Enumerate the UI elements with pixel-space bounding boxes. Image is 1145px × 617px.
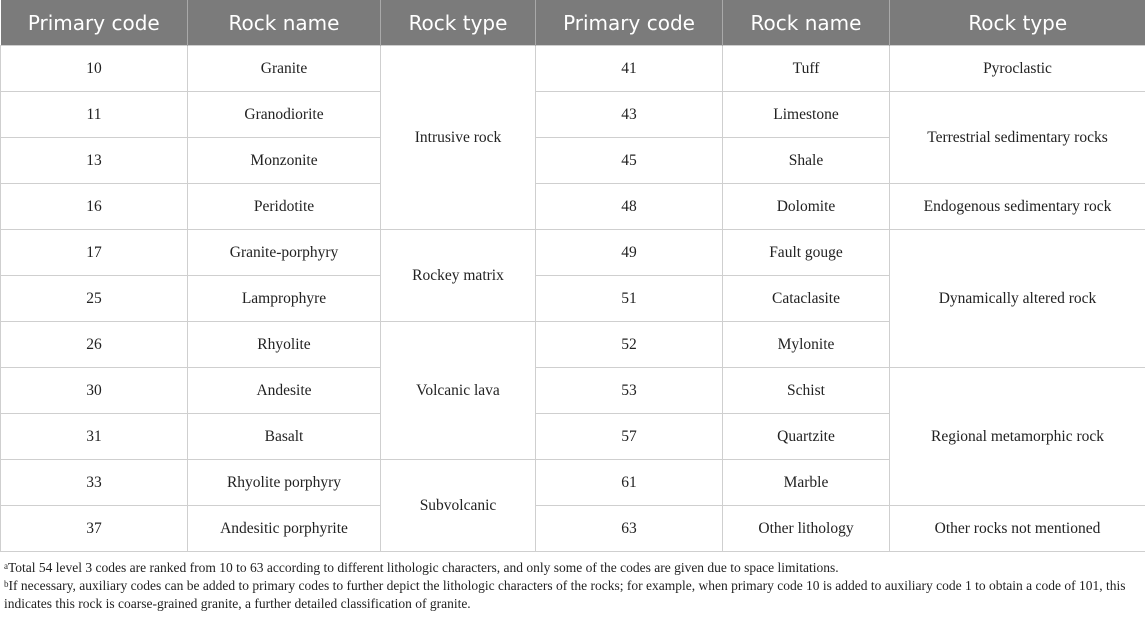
header-rock-type-left: Rock type	[381, 0, 536, 46]
name-cell: Lamprophyre	[188, 276, 381, 322]
table-row	[1, 92, 1145, 138]
name-cell: Shale	[723, 138, 890, 184]
code-cell: 33	[1, 460, 188, 506]
name-cell: Granite-porphyry	[188, 230, 381, 276]
code-cell: 31	[1, 414, 188, 460]
code-cell: 57	[536, 414, 723, 460]
name-cell: Peridotite	[188, 184, 381, 230]
type-cell: Rockey matrix	[381, 230, 536, 322]
type-cell: Pyroclastic	[890, 46, 1145, 92]
header-row	[1, 0, 1145, 46]
code-cell: 52	[536, 322, 723, 368]
code-cell: 63	[536, 506, 723, 552]
name-cell: Other lithology	[723, 506, 890, 552]
code-cell: 17	[1, 230, 188, 276]
table-row	[1, 230, 1145, 276]
name-cell: Dolomite	[723, 184, 890, 230]
type-cell: Subvolcanic	[381, 460, 536, 552]
code-cell: 25	[1, 276, 188, 322]
code-cell: 48	[536, 184, 723, 230]
code-cell: 43	[536, 92, 723, 138]
table-footnotes	[0, 552, 1145, 613]
table-row	[1, 506, 1145, 552]
code-cell: 61	[536, 460, 723, 506]
name-cell: Andesitic porphyrite	[188, 506, 381, 552]
name-cell: Monzonite	[188, 138, 381, 184]
code-cell: 30	[1, 368, 188, 414]
footnote-b-text: If necessary, auxiliary codes can be added to primary codes to further depict the lithologic characters of the rocks; for example, when primary code 10 is added to auxiliary code 1 to obtain a code of 101, this indicates this rock is coarse-grained granite, a further detailed classification of granite.	[4, 578, 1126, 611]
name-cell: Tuff	[723, 46, 890, 92]
name-cell: Granodiorite	[188, 92, 381, 138]
name-cell: Granite	[188, 46, 381, 92]
name-cell: Quartzite	[723, 414, 890, 460]
name-cell: Mylonite	[723, 322, 890, 368]
header-primary-code-right: Primary code	[536, 0, 723, 46]
code-cell: 49	[536, 230, 723, 276]
code-cell: 11	[1, 92, 188, 138]
table-row	[1, 368, 1145, 414]
footnote-a-mark: a	[4, 561, 8, 571]
type-cell: Dynamically altered rock	[890, 230, 1145, 368]
name-cell: Cataclasite	[723, 276, 890, 322]
code-cell: 53	[536, 368, 723, 414]
name-cell: Limestone	[723, 92, 890, 138]
code-cell: 45	[536, 138, 723, 184]
header-rock-name-right: Rock name	[723, 0, 890, 46]
name-cell: Schist	[723, 368, 890, 414]
code-cell: 41	[536, 46, 723, 92]
header-rock-type-right: Rock type	[890, 0, 1145, 46]
code-cell: 16	[1, 184, 188, 230]
type-cell: Regional metamorphic rock	[890, 368, 1145, 506]
footnote-b-mark: b	[4, 579, 9, 589]
type-cell: Endogenous sedimentary rock	[890, 184, 1145, 230]
name-cell: Andesite	[188, 368, 381, 414]
name-cell: Basalt	[188, 414, 381, 460]
footnote-a	[4, 559, 1141, 577]
name-cell: Marble	[723, 460, 890, 506]
code-cell: 26	[1, 322, 188, 368]
header-primary-code-left: Primary code	[1, 0, 188, 46]
name-cell: Fault gouge	[723, 230, 890, 276]
name-cell: Rhyolite porphyry	[188, 460, 381, 506]
type-cell: Volcanic lava	[381, 322, 536, 460]
code-cell: 13	[1, 138, 188, 184]
name-cell: Rhyolite	[188, 322, 381, 368]
header-rock-name-left: Rock name	[188, 0, 381, 46]
type-cell: Other rocks not mentioned	[890, 506, 1145, 552]
type-cell: Terrestrial sedimentary rocks	[890, 92, 1145, 184]
table-row	[1, 184, 1145, 230]
footnote-b	[4, 577, 1141, 613]
code-cell: 37	[1, 506, 188, 552]
table-row	[1, 46, 1145, 92]
type-cell: Intrusive rock	[381, 46, 536, 230]
code-cell: 10	[1, 46, 188, 92]
code-cell: 51	[536, 276, 723, 322]
footnote-a-text: Total 54 level 3 codes are ranked from 10 to 63 according to different lithologic characters, and only some of the codes are given due to space limitations.	[8, 560, 839, 575]
